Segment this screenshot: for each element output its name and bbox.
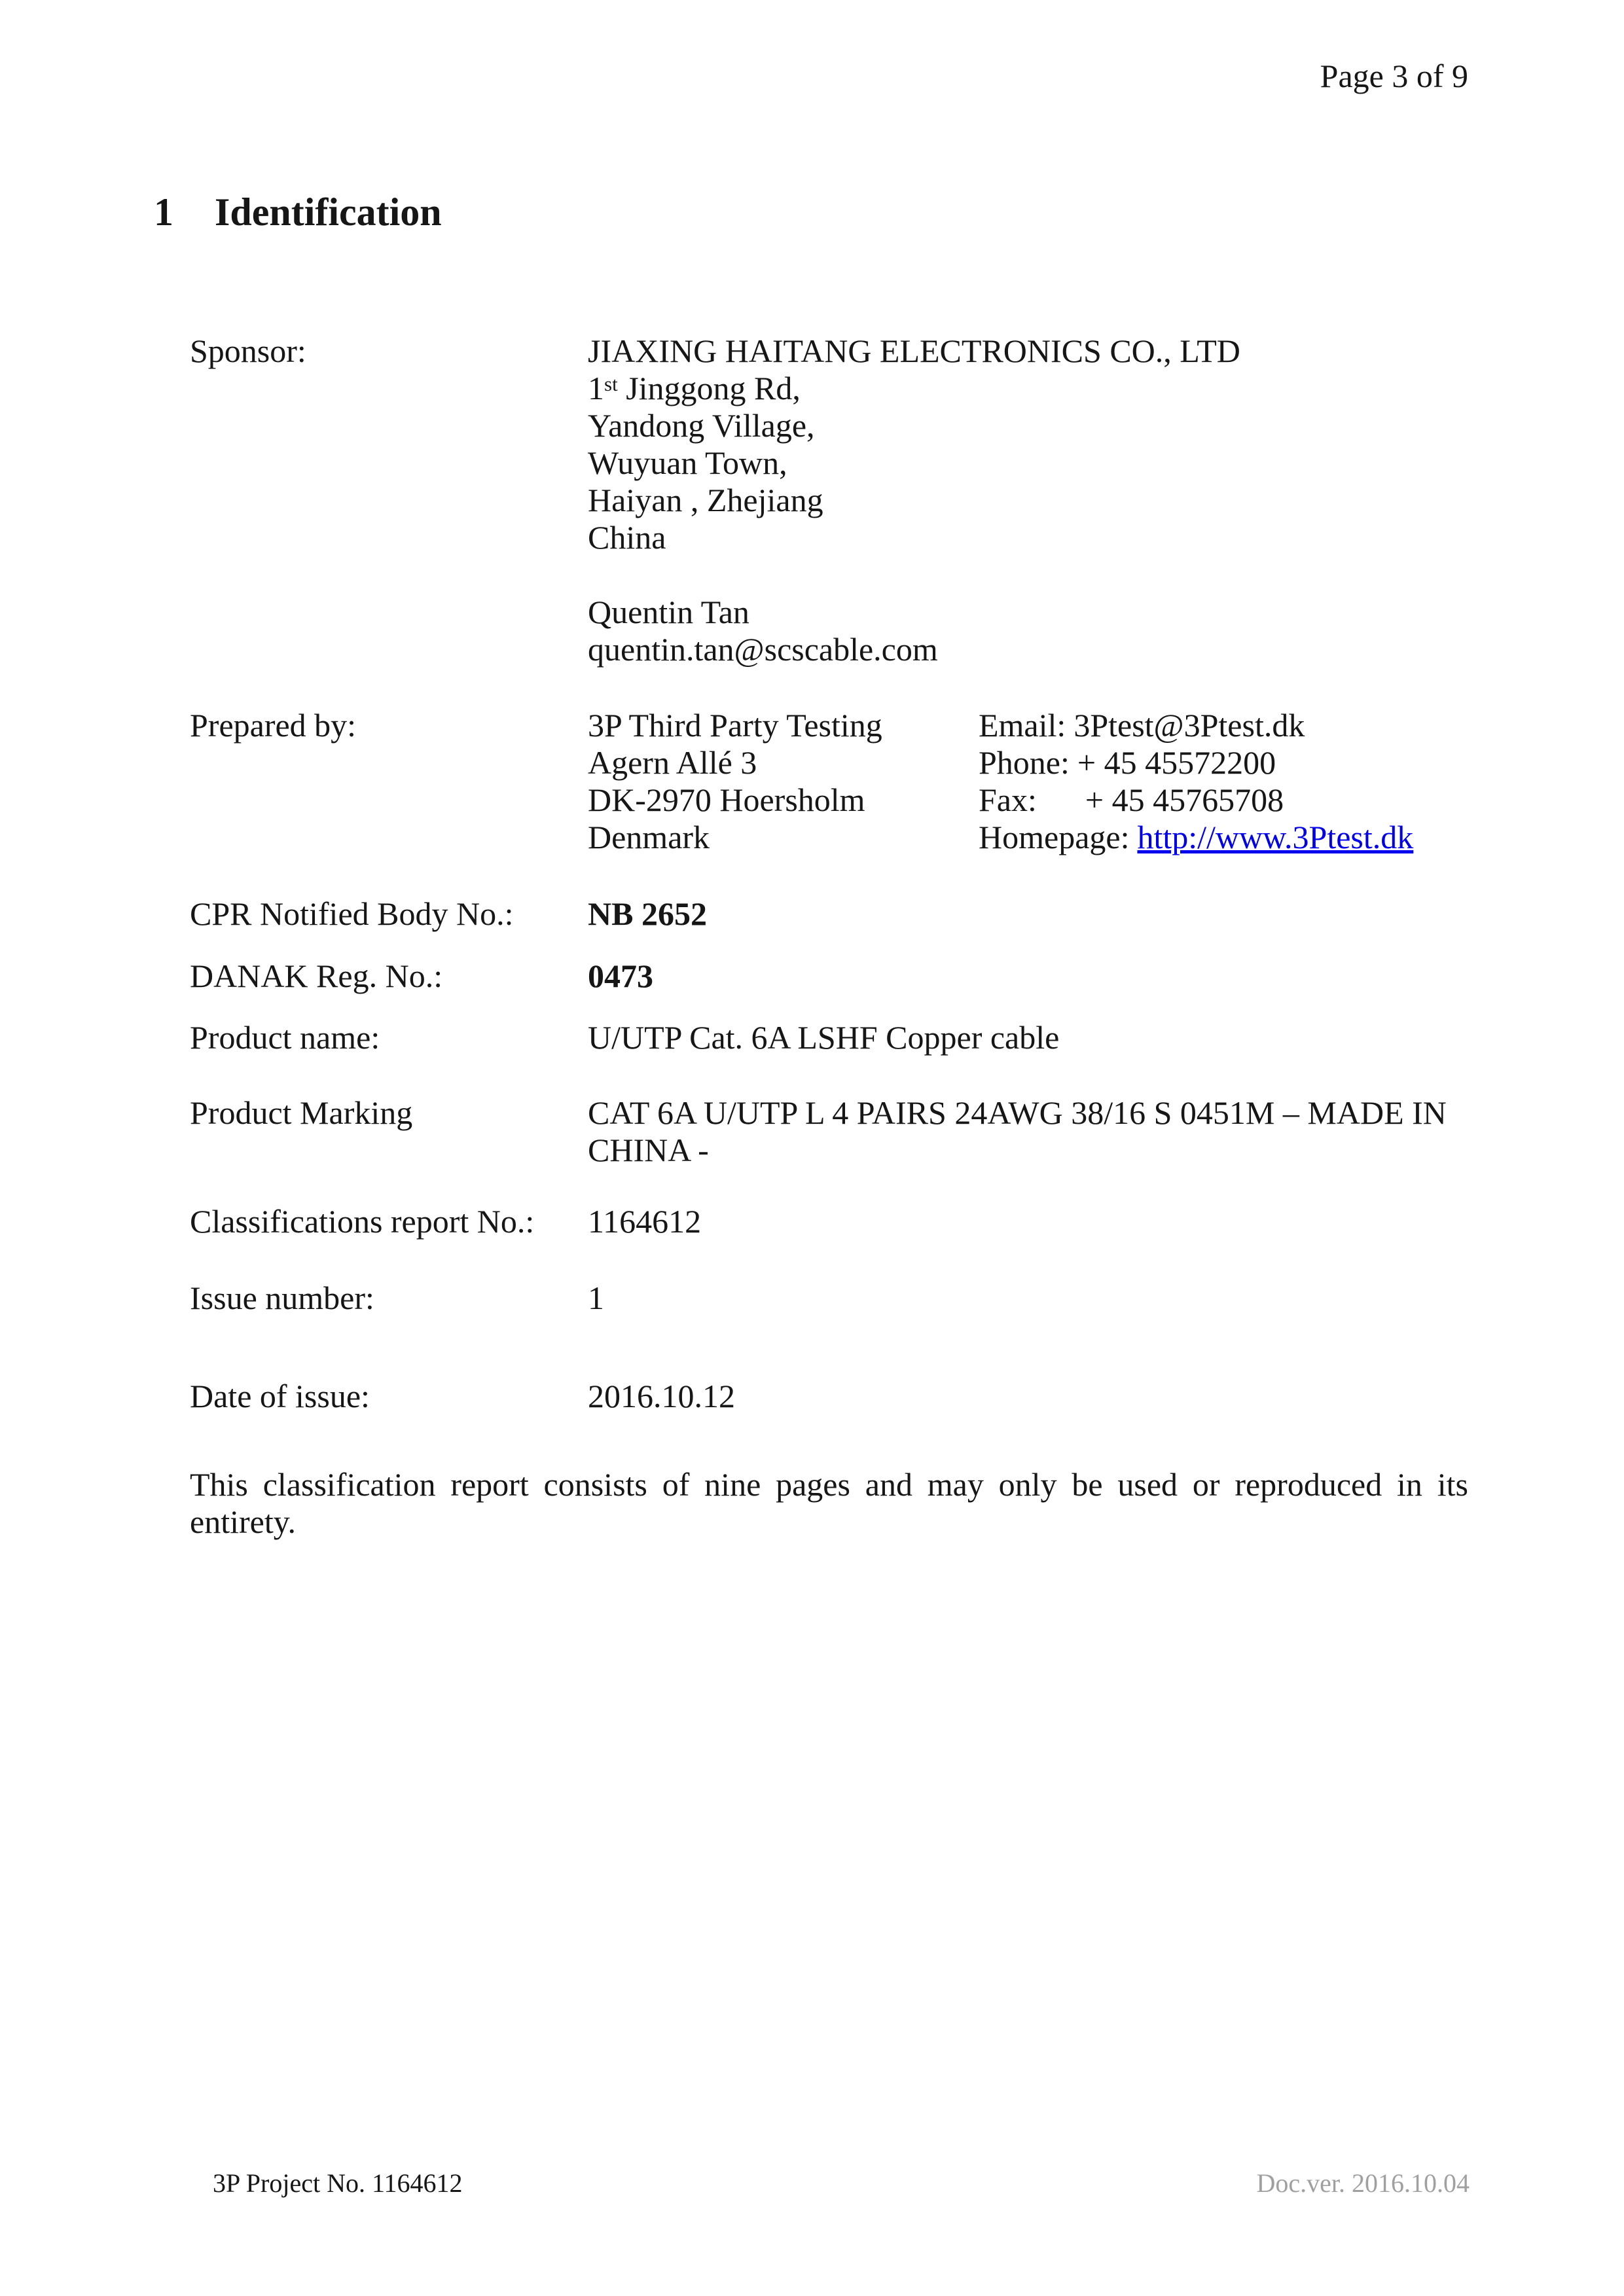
homepage-link[interactable]: http://www.3Ptest.dk [1137, 819, 1414, 855]
sponsor-address-block [588, 332, 1240, 556]
sponsor-label: Sponsor: [190, 332, 306, 369]
product-name-label: Product name: [190, 1019, 380, 1056]
page-number: Page 3 of 9 [1320, 58, 1468, 94]
sponsor-contact-email: quentin.tan@scscable.com [588, 631, 938, 668]
lab-homepage-row: Homepage: http://www.3Ptest.dk [979, 819, 1414, 855]
sponsor-contact-block [588, 594, 938, 668]
sponsor-contact-name: Quentin Tan [588, 594, 749, 630]
section-number: 1 [154, 190, 173, 234]
sponsor-address-line: Haiyan , Zhejiang [588, 482, 823, 518]
ordinal-superscript: st [604, 372, 618, 395]
issue-number-value: 1 [588, 1280, 604, 1316]
sponsor-street: 1st Jinggong Rd, [588, 370, 801, 406]
footer-project-number: 3P Project No. 1164612 [213, 2168, 463, 2198]
report-no-value: 1164612 [588, 1203, 702, 1240]
product-name-value: U/UTP Cat. 6A LSHF Copper cable [588, 1019, 1060, 1056]
lab-email-row: Email: 3Ptest@3Ptest.dk [979, 707, 1305, 744]
prepared-by-contact-block [979, 707, 1413, 856]
prepared-by-address-block [588, 707, 882, 856]
sponsor-address-line: Wuyuan Town, [588, 444, 787, 481]
issue-number-label: Issue number: [190, 1280, 374, 1316]
danak-reg-value: 0473 [588, 958, 653, 994]
sponsor-company: JIAXING HAITANG ELECTRONICS CO., LTD [588, 332, 1240, 369]
section-title: Identification [215, 190, 442, 234]
lab-phone-row: Phone: + 45 45572200 [979, 744, 1276, 781]
product-marking-value: CAT 6A U/UTP L 4 PAIRS 24AWG 38/16 S 0451M – MADE IN CHINA - [588, 1094, 1447, 1168]
prepared-by-label: Prepared by: [190, 707, 357, 744]
report-no-label: Classifications report No.: [190, 1203, 535, 1240]
lab-company: 3P Third Party Testing [588, 707, 882, 744]
sponsor-address-line: China [588, 519, 666, 556]
sponsor-address-line: Yandong Village, [588, 407, 815, 444]
footer-doc-version: Doc.ver. 2016.10.04 [1256, 2168, 1470, 2198]
lab-address-line: DK-2970 Hoersholm [588, 781, 865, 818]
danak-reg-label: DANAK Reg. No.: [190, 958, 443, 994]
lab-address-line: Denmark [588, 819, 710, 855]
section-heading [154, 190, 442, 235]
cpr-body-label: CPR Notified Body No.: [190, 895, 514, 932]
date-of-issue-label: Date of issue: [190, 1378, 370, 1414]
cpr-body-value: NB 2652 [588, 895, 707, 932]
report-usage-note: This classification report consists of nine pages and may only be used or reproduced in its entirety. [190, 1466, 1468, 1540]
lab-fax-row: Fax: + 45 45765708 [979, 781, 1284, 818]
product-marking-label: Product Marking [190, 1094, 413, 1131]
date-of-issue-value: 2016.10.12 [588, 1378, 735, 1414]
lab-address-line: Agern Allé 3 [588, 744, 757, 781]
